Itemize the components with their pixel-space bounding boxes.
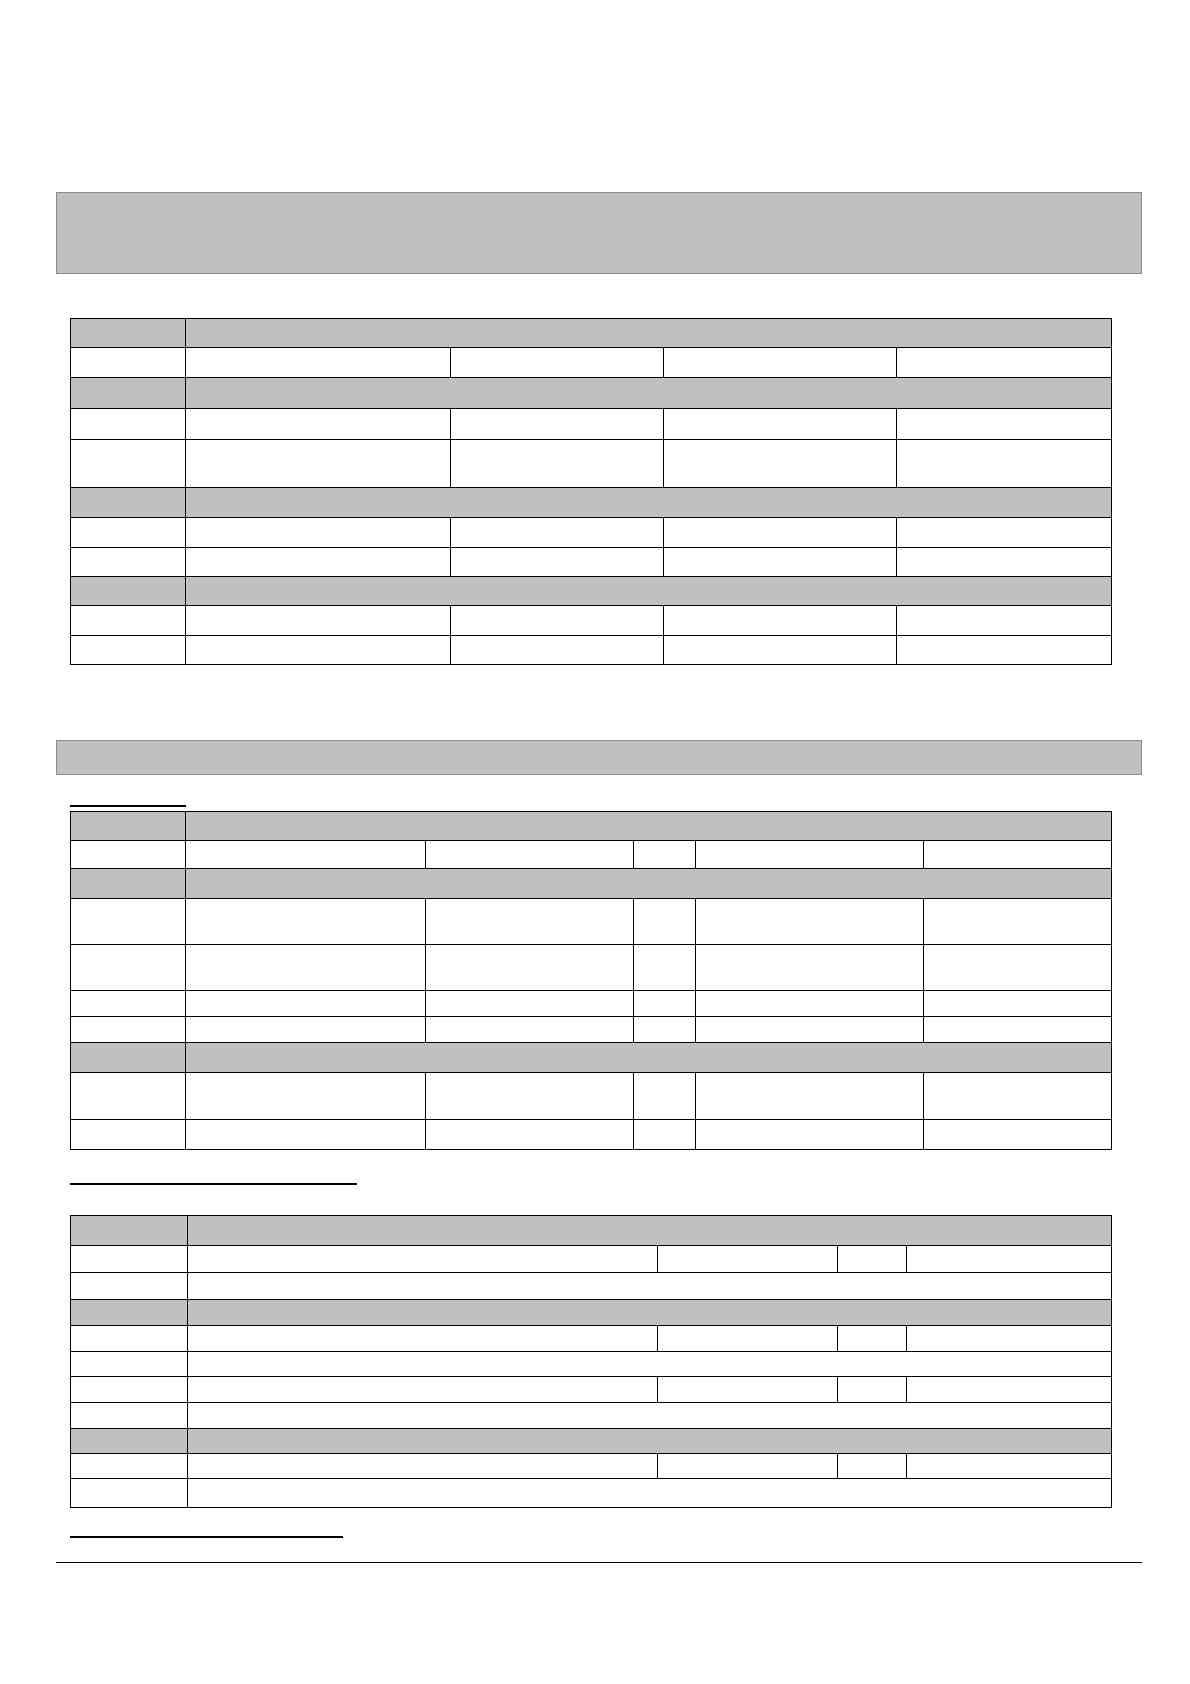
table-cell: [924, 945, 1112, 991]
table-cell: [696, 1120, 924, 1150]
table-cell: [897, 636, 1112, 665]
table-row: [71, 319, 1112, 348]
table-cell: [658, 1246, 838, 1273]
table-cell: [71, 1479, 188, 1508]
table-cell: [451, 440, 664, 488]
table-cell: [186, 378, 1112, 409]
table-cell: [451, 606, 664, 636]
table-cell: [838, 1246, 907, 1273]
table-cell: [71, 409, 186, 440]
table-cell: [634, 1017, 696, 1043]
table-cell: [186, 518, 451, 548]
table-cell: [664, 440, 897, 488]
table-cell: [188, 1273, 1112, 1300]
table-cell: [634, 1073, 696, 1120]
table-row: [71, 1246, 1112, 1273]
table-cell: [188, 1246, 658, 1273]
table-cell: [71, 1043, 186, 1073]
table-row: [71, 1300, 1112, 1326]
table-row: [71, 488, 1112, 518]
table-cell: [897, 440, 1112, 488]
table-cell: [658, 1377, 838, 1403]
table-cell: [71, 991, 186, 1017]
table-cell: [186, 869, 1112, 899]
table-cell: [634, 899, 696, 945]
table-cell: [696, 945, 924, 991]
table-cell: [897, 409, 1112, 440]
table-cell: [426, 1120, 634, 1150]
table-cell: [71, 945, 186, 991]
table-cell: [426, 1073, 634, 1120]
table-cell: [426, 899, 634, 945]
table-cell: [634, 991, 696, 1017]
table-cell: [71, 1216, 188, 1246]
table-cell: [71, 1246, 188, 1273]
table-row: [71, 1377, 1112, 1403]
table-row: [71, 378, 1112, 409]
table-cell: [907, 1454, 1112, 1479]
table-cell: [658, 1326, 838, 1352]
table-cell: [696, 899, 924, 945]
table-row: [71, 991, 1112, 1017]
table-cell: [924, 1017, 1112, 1043]
table-row: [71, 348, 1112, 378]
table-cell: [186, 548, 451, 577]
table-row: [71, 841, 1112, 869]
table-cell: [71, 869, 186, 899]
table-row: [71, 1454, 1112, 1479]
table-cell: [186, 348, 451, 378]
table-cell: [664, 518, 897, 548]
table-cell: [188, 1403, 1112, 1429]
table-cell: [186, 991, 426, 1017]
table-cell: [71, 841, 186, 869]
table-cell: [897, 548, 1112, 577]
table-cell: [188, 1216, 1112, 1246]
table-cell: [71, 1326, 188, 1352]
table-cell: [188, 1479, 1112, 1508]
table-cell: [71, 319, 186, 348]
subheading-underline: [70, 1536, 343, 1538]
table-cell: [426, 1017, 634, 1043]
table-cell: [186, 409, 451, 440]
table-cell: [838, 1377, 907, 1403]
table-row: [71, 636, 1112, 665]
table-cell: [188, 1429, 1112, 1454]
table-row: [71, 548, 1112, 577]
table-cell: [71, 1300, 188, 1326]
table-cell: [188, 1352, 1112, 1377]
table-cell: [186, 636, 451, 665]
table-cell: [426, 945, 634, 991]
table-cell: [186, 319, 1112, 348]
table-cell: [71, 1120, 186, 1150]
table-cell: [924, 841, 1112, 869]
table-cell: [71, 518, 186, 548]
table-cell: [71, 378, 186, 409]
table-cell: [71, 1017, 186, 1043]
table-cell: [451, 518, 664, 548]
table-cell: [71, 606, 186, 636]
table-row: [71, 518, 1112, 548]
table-cell: [186, 899, 426, 945]
table-cell: [186, 841, 426, 869]
table-cell: [451, 409, 664, 440]
table-cell: [186, 1073, 426, 1120]
table-cell: [907, 1246, 1112, 1273]
table-cell: [696, 991, 924, 1017]
table-cell: [924, 991, 1112, 1017]
table-cell: [71, 1454, 188, 1479]
table-cell: [664, 409, 897, 440]
table-cell: [71, 348, 186, 378]
table-cell: [71, 1377, 188, 1403]
table-3: [70, 1215, 1112, 1508]
table-cell: [451, 636, 664, 665]
table-cell: [186, 577, 1112, 606]
table-row: [71, 606, 1112, 636]
table-row: [71, 409, 1112, 440]
table-row: [71, 1352, 1112, 1377]
table-cell: [426, 841, 634, 869]
table-cell: [664, 548, 897, 577]
table-cell: [71, 812, 186, 841]
table-row: [71, 1120, 1112, 1150]
table-row: [71, 1017, 1112, 1043]
table-cell: [634, 841, 696, 869]
table-row: [71, 869, 1112, 899]
table-cell: [696, 841, 924, 869]
table-cell: [451, 348, 664, 378]
section-2-banner: [56, 740, 1142, 775]
table-cell: [71, 1073, 186, 1120]
table-cell: [838, 1454, 907, 1479]
table-cell: [696, 1073, 924, 1120]
table-row: [71, 1429, 1112, 1454]
table-cell: [186, 1120, 426, 1150]
table-cell: [426, 991, 634, 1017]
table-row: [71, 1479, 1112, 1508]
table-cell: [71, 1273, 188, 1300]
table-cell: [907, 1377, 1112, 1403]
table-cell: [188, 1326, 658, 1352]
table-cell: [188, 1377, 658, 1403]
table-cell: [188, 1300, 1112, 1326]
table-cell: [186, 945, 426, 991]
table-cell: [71, 899, 186, 945]
table-cell: [71, 1403, 188, 1429]
table-cell: [634, 945, 696, 991]
table-cell: [71, 488, 186, 518]
table-cell: [71, 1429, 188, 1454]
table-cell: [71, 548, 186, 577]
table-row: [71, 1073, 1112, 1120]
table-cell: [634, 1120, 696, 1150]
table-row: [71, 577, 1112, 606]
table-row: [71, 1326, 1112, 1352]
subheading-underline: [70, 805, 186, 807]
table-cell: [186, 440, 451, 488]
table-cell: [664, 636, 897, 665]
table-cell: [838, 1326, 907, 1352]
table-cell: [188, 1454, 658, 1479]
table-cell: [71, 1352, 188, 1377]
table-cell: [897, 606, 1112, 636]
table-row: [71, 899, 1112, 945]
table-cell: [186, 488, 1112, 518]
table-row: [71, 1273, 1112, 1300]
table-cell: [186, 606, 451, 636]
table-cell: [658, 1454, 838, 1479]
table-cell: [71, 440, 186, 488]
table-cell: [71, 636, 186, 665]
table-cell: [71, 577, 186, 606]
table-2: [70, 811, 1112, 1150]
table-cell: [664, 606, 897, 636]
section-1-banner: [56, 192, 1142, 274]
table-row: [71, 945, 1112, 991]
table-cell: [897, 518, 1112, 548]
table-cell: [664, 348, 897, 378]
table-row: [71, 812, 1112, 841]
table-cell: [924, 1120, 1112, 1150]
subheading-underline: [70, 1183, 357, 1185]
table-cell: [186, 1043, 1112, 1073]
table-row: [71, 440, 1112, 488]
table-cell: [186, 1017, 426, 1043]
table-row: [71, 1216, 1112, 1246]
table-cell: [907, 1326, 1112, 1352]
table-1: [70, 318, 1112, 665]
table-cell: [924, 899, 1112, 945]
table-cell: [186, 812, 1112, 841]
footer-rule: [56, 1562, 1142, 1563]
table-cell: [924, 1073, 1112, 1120]
table-cell: [451, 548, 664, 577]
table-cell: [696, 1017, 924, 1043]
table-row: [71, 1043, 1112, 1073]
table-cell: [897, 348, 1112, 378]
table-row: [71, 1403, 1112, 1429]
